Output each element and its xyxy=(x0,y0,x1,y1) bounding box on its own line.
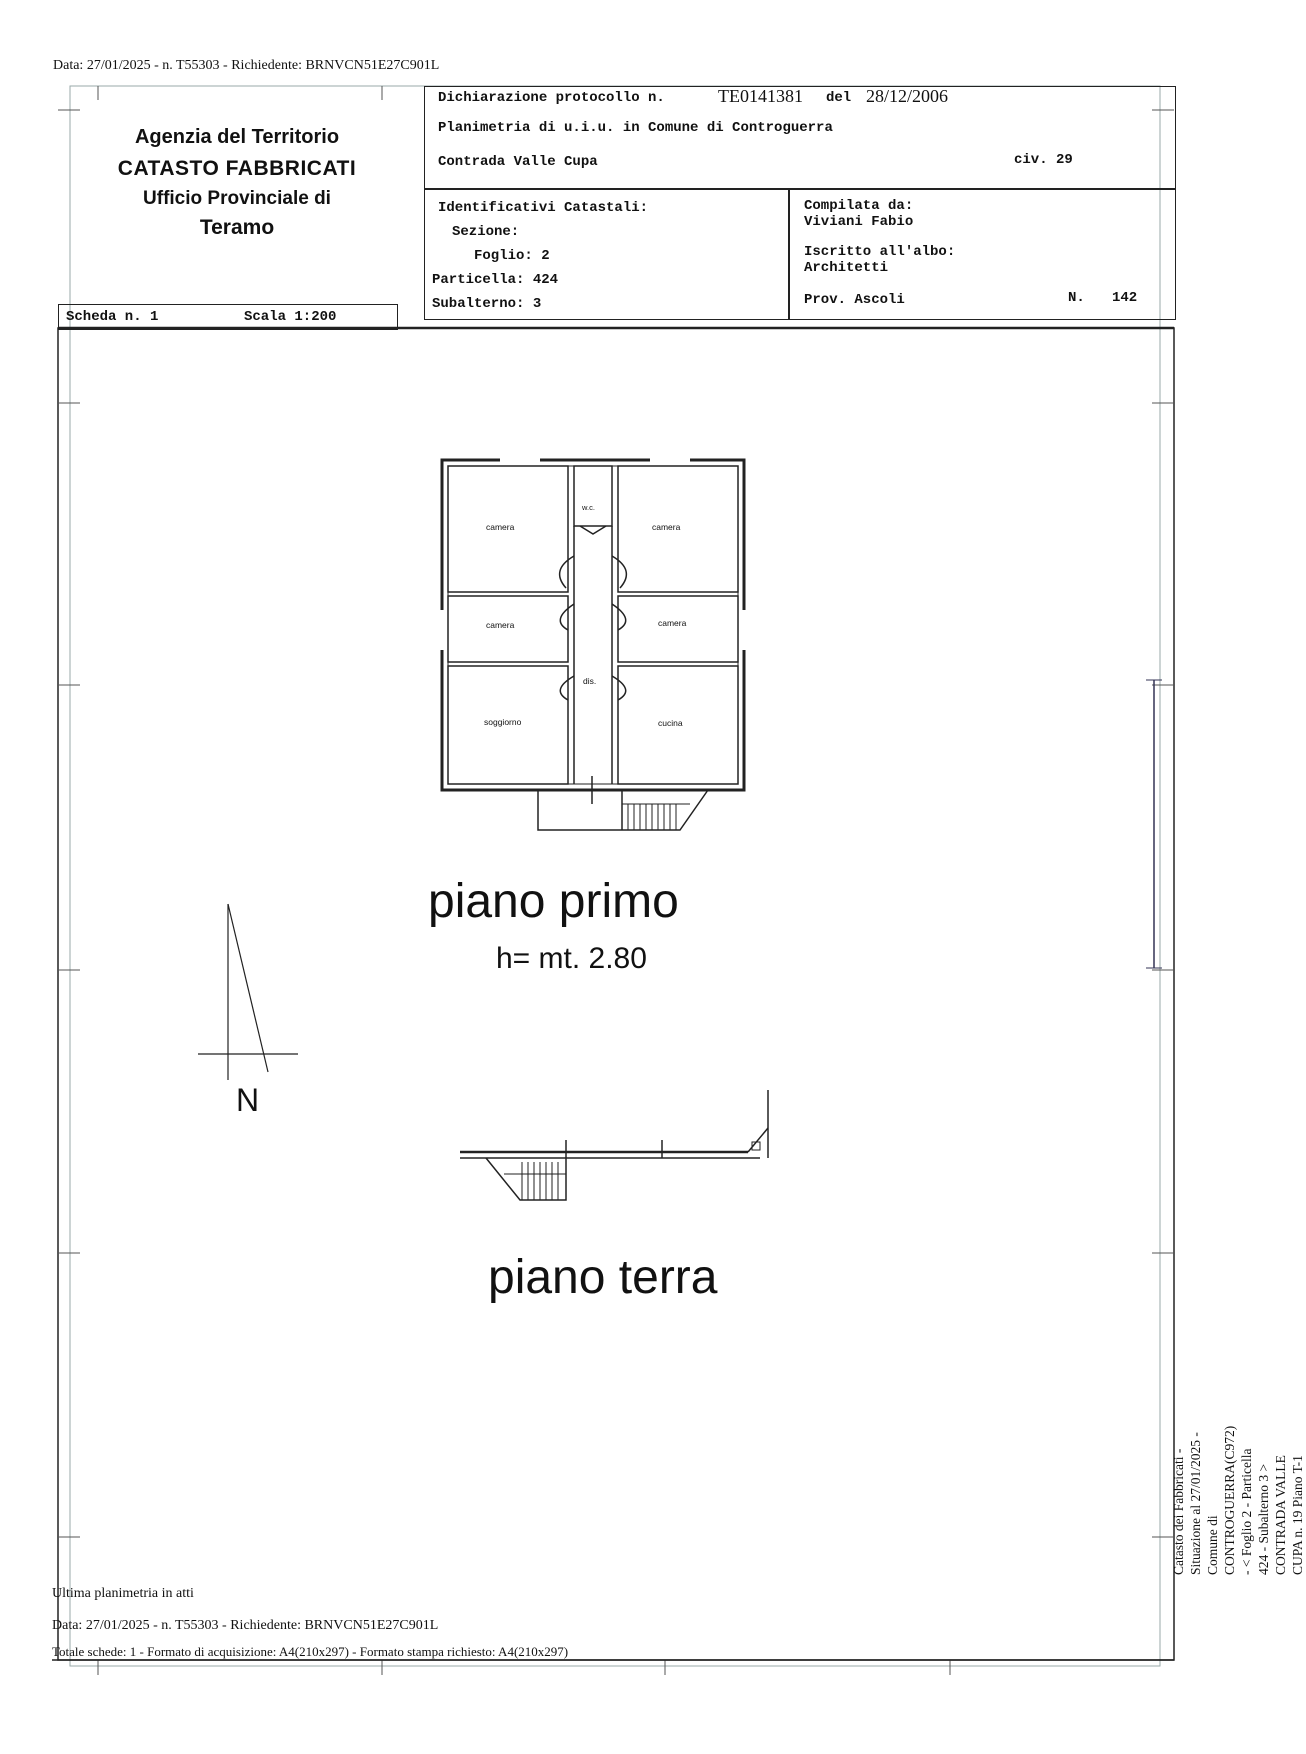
agency-name: Agenzia del Territorio xyxy=(134,126,340,148)
footer-request: Data: 27/01/2025 - n. T55303 - Richiedente: BRNVCN51E27C901L xyxy=(52,1618,439,1633)
footer-format: Totale schede: 1 - Formato di acquisizione: A4(210x297) - Formato stampa richiesto: A4(210x297) xyxy=(52,1644,569,1659)
piano-terra-title: piano terra xyxy=(488,1251,718,1304)
province: Prov. Ascoli xyxy=(804,292,905,308)
albo-label: Iscritto all'albo: xyxy=(804,244,956,260)
catasto-title: CATASTO FABBRICATI xyxy=(117,157,357,180)
compiled-title: Compilata da: xyxy=(804,198,914,214)
room-camera-middle-left: camera xyxy=(486,620,515,630)
piano-primo-height: h= mt. 2.80 xyxy=(496,942,647,975)
room-disimpegno: dis. xyxy=(583,676,597,686)
footer-last-plan: Ultima planimetria in atti xyxy=(52,1586,194,1601)
compiler-name: Viviani Fabio xyxy=(804,214,914,230)
office-line: Ufficio Provinciale di xyxy=(143,188,331,209)
declaration-label: Dichiarazione protocollo n. xyxy=(438,90,665,106)
room-camera-top-left: camera xyxy=(486,522,515,532)
foglio: Foglio: 2 xyxy=(474,248,550,264)
address: Contrada Valle Cupa xyxy=(438,154,598,170)
albo-n-value: 142 xyxy=(1112,290,1138,306)
request-header: Data: 27/01/2025 - n. T55303 - Richiedente: BRNVCN51E27C901L xyxy=(53,58,440,73)
side-line-2: CONTRADA VALLE CUPA n. 19 Piano T-1 xyxy=(1273,1455,1305,1575)
side-cadastral-info xyxy=(1170,1426,1306,1575)
side-line-1: Catasto dei Fabbricati - Situazione al 27/01/2025 - Comune di CONTROGUERRA(C972) - < Foglio 2 - Particella 424 - Subalterno 3 > xyxy=(1171,1425,1271,1575)
declaration-del: del xyxy=(826,90,852,106)
room-camera-middle-right: camera xyxy=(658,618,687,628)
planimetry-description: Planimetria di u.i.u. in Comune di Controguerra xyxy=(438,120,833,136)
room-cucina: cucina xyxy=(658,718,683,728)
room-camera-top-right: camera xyxy=(652,522,681,532)
room-wc: w.c. xyxy=(582,503,595,512)
office-city: Teramo xyxy=(199,216,275,239)
declaration-date: 28/12/2006 xyxy=(866,86,949,106)
profession: Architetti xyxy=(804,260,889,276)
protocol-number: TE0141381 xyxy=(718,86,803,106)
particella: Particella: 424 xyxy=(432,272,559,288)
sezione: Sezione: xyxy=(452,224,520,240)
identifiers-title: Identificativi Catastali: xyxy=(438,200,649,216)
albo-n-label: N. xyxy=(1068,290,1085,306)
scale: Scala 1:200 xyxy=(244,309,337,325)
civic-number: civ. 29 xyxy=(1014,152,1073,168)
north-label: N xyxy=(236,1082,260,1118)
room-soggiorno: soggiorno xyxy=(484,717,522,727)
scheda-number: Scheda n. 1 xyxy=(66,309,159,325)
subalterno: Subalterno: 3 xyxy=(432,296,542,312)
piano-primo-title: piano primo xyxy=(428,875,679,928)
